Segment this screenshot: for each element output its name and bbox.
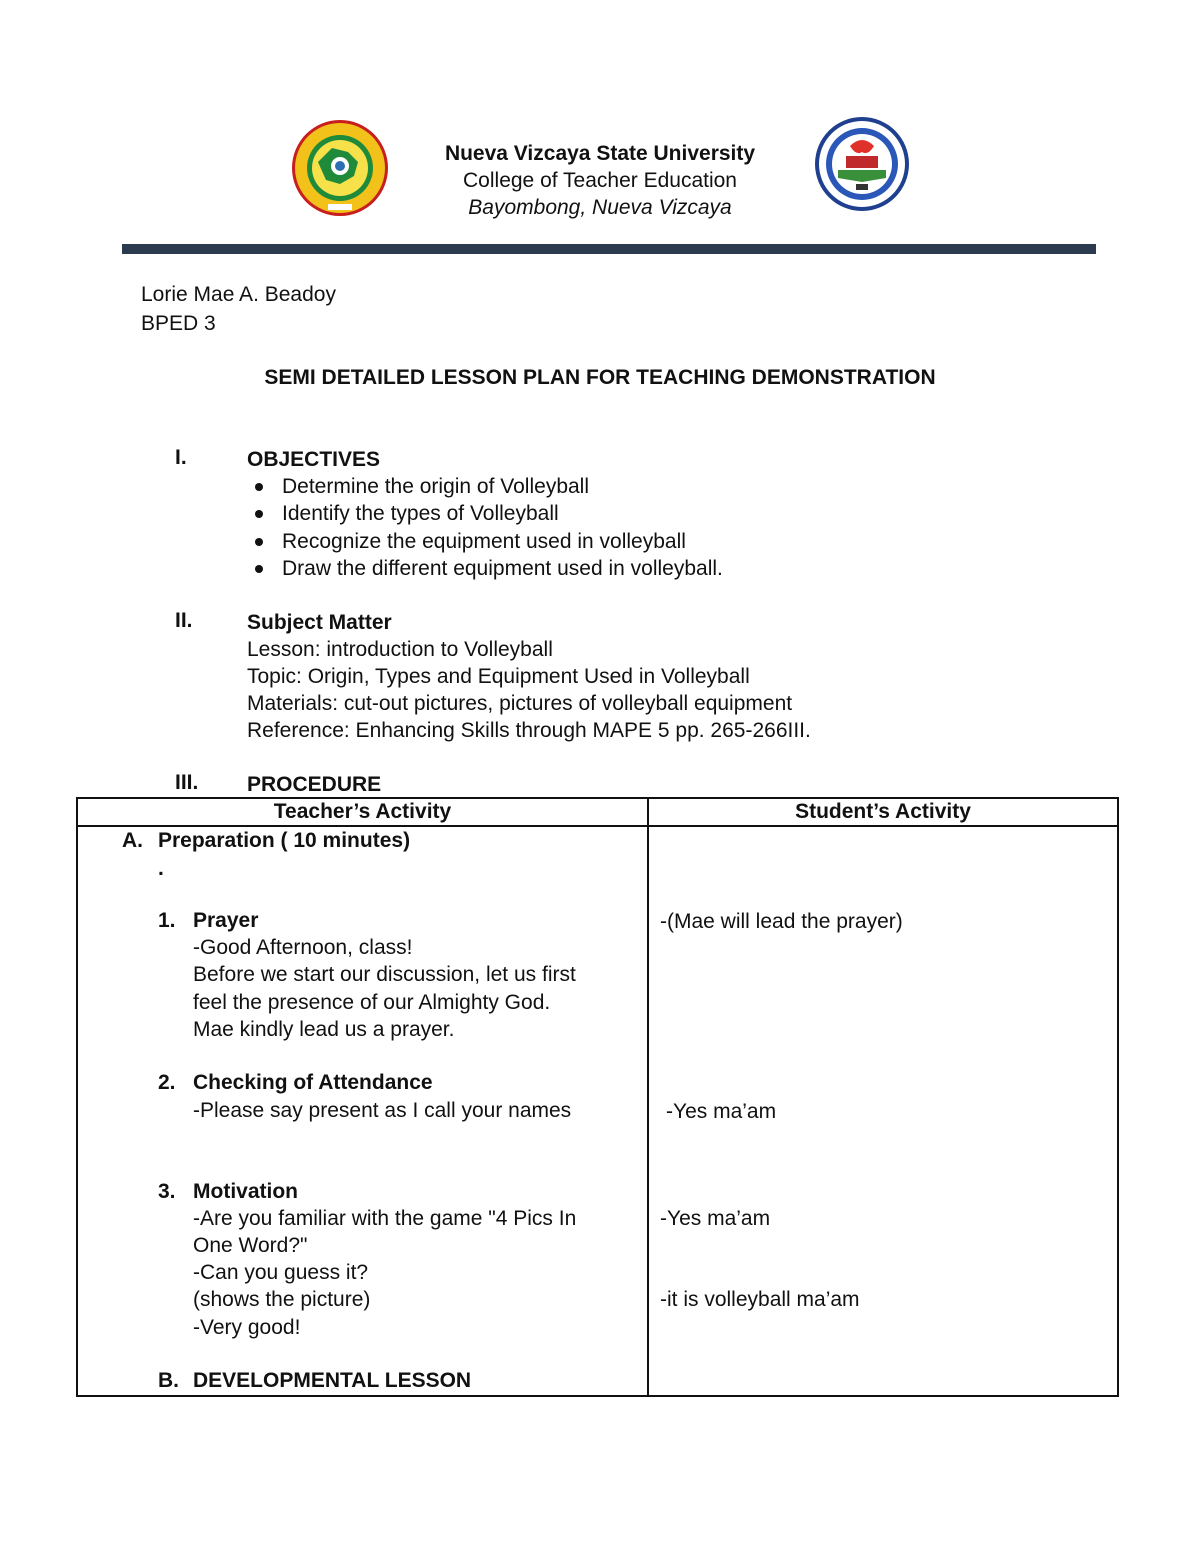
student-response: -Yes ma’am [666,1100,777,1123]
section-heading: PROCEDURE [247,773,382,796]
motivation-line: (shows the picture) [193,1288,371,1311]
header-divider [122,244,1096,254]
section-numeral: III. [175,771,199,794]
nvsu-seal-logo [288,118,392,218]
student-info [141,280,336,338]
part-b-letter: B. [158,1369,179,1392]
part-a-title: Preparation ( 10 minutes) [158,829,411,852]
attendance-title: Checking of Attendance [193,1071,433,1094]
motivation-title: Motivation [193,1180,298,1203]
step-number: 3. [158,1180,176,1203]
list-item: Draw the different equipment used in volleyball. [247,555,1047,582]
bullet-icon [255,565,263,573]
column-divider [647,797,649,1397]
university-name: Nueva Vizcaya State University [444,142,756,165]
section-numeral: I. [175,446,187,469]
prayer-line: -Good Afternoon, class! [193,936,413,959]
student-name: Lorie Mae A. Beadoy [141,283,336,306]
prayer-line: Mae kindly lead us a prayer. [193,1018,455,1041]
cte-seal-logo [812,116,912,212]
motivation-line: -Very good! [193,1316,301,1339]
bullet-icon [255,510,263,518]
student-section: BPED 3 [141,312,216,335]
college-name: College of Teacher Education [463,169,737,192]
section-heading: Subject Matter [247,611,392,634]
list-item: Identify the types of Volleyball [247,500,1047,527]
topic-line: Topic: Origin, Types and Equipment Used in Volleyball [247,665,750,688]
objectives-list [247,473,1047,582]
student-response: -Yes ma’am [660,1207,771,1230]
attendance-line: -Please say present as I call your names [193,1099,572,1122]
prayer-line: Before we start our discussion, let us first [193,963,576,986]
institution-header [400,140,800,221]
student-activity-header: Student’s Activity [795,800,971,823]
step-number: 2. [158,1071,176,1094]
prayer-line: feel the presence of our Almighty God. [193,991,551,1014]
campus-location: Bayombong, Nueva Vizcaya [468,196,732,219]
motivation-line: -Can you guess it? [193,1261,369,1284]
part-a-letter: A. [122,829,143,852]
document-title: SEMI DETAILED LESSON PLAN FOR TEACHING DEMONSTRATION [264,366,936,389]
part-a-dot: . [158,857,164,880]
part-b-title: DEVELOPMENTAL LESSON [193,1369,472,1392]
bullet-icon [255,538,263,546]
lesson-line: Lesson: introduction to Volleyball [247,638,553,661]
student-response: -it is volleyball ma’am [660,1288,860,1311]
prayer-title: Prayer [193,909,259,932]
motivation-line: One Word?" [193,1234,308,1257]
motivation-line: -Are you familiar with the game "4 Pics In [193,1207,577,1230]
teacher-activity-header: Teacher’s Activity [273,800,452,823]
bullet-icon [255,483,263,491]
reference-line: Reference: Enhancing Skills through MAPE 5 pp. 265-266III. [247,719,811,742]
section-numeral: II. [175,609,193,632]
student-response: -(Mae will lead the prayer) [660,910,903,933]
step-number: 1. [158,909,176,932]
materials-line: Materials: cut-out pictures, pictures of volleyball equipment [247,692,793,715]
section-heading: OBJECTIVES [247,448,381,471]
list-item: Recognize the equipment used in volleyball [247,528,1047,555]
list-item: Determine the origin of Volleyball [247,473,1047,500]
